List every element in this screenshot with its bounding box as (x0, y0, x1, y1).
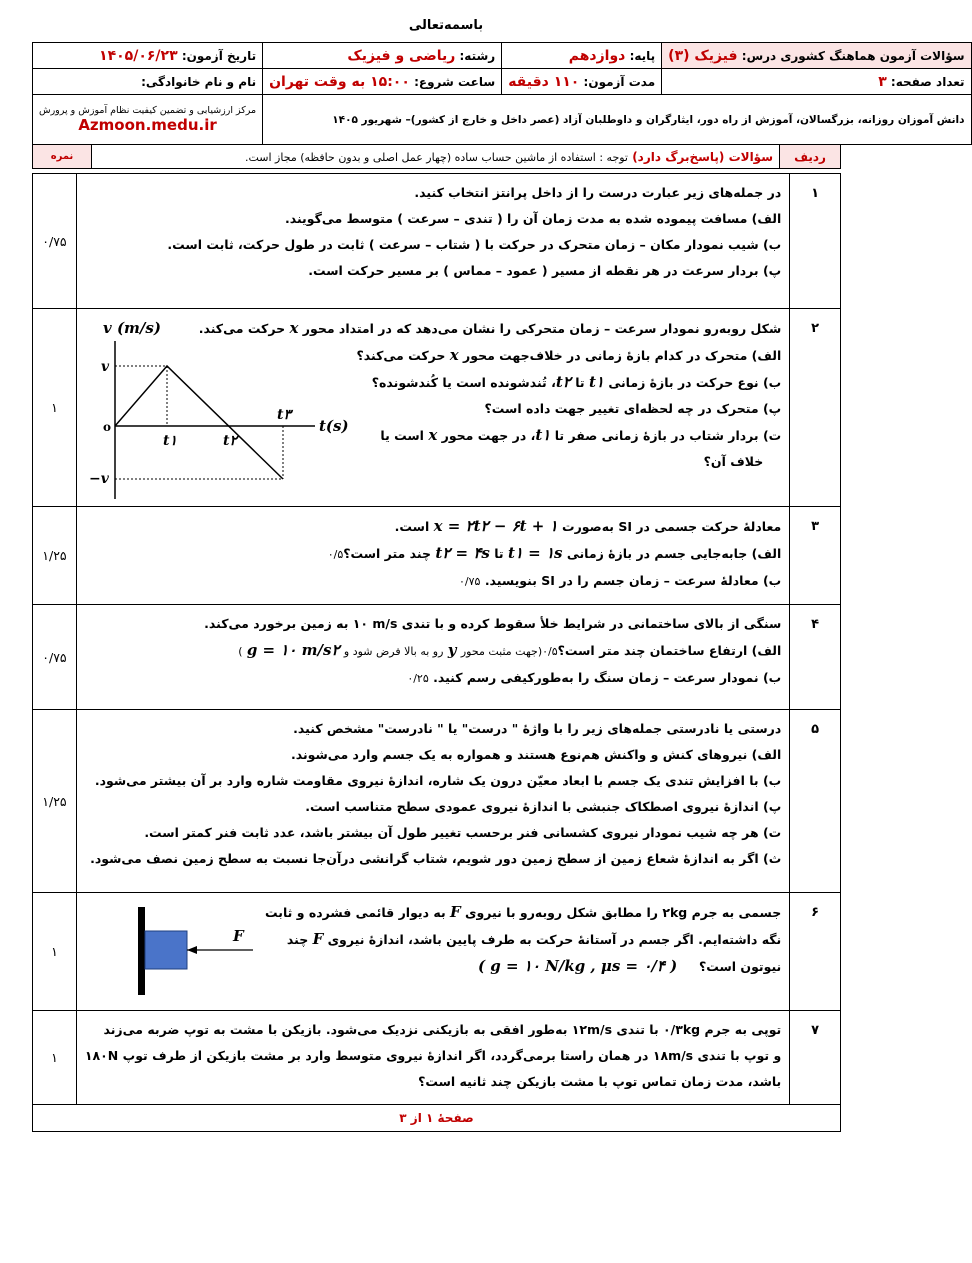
math-t1: t۱ (588, 373, 604, 391)
question-body (76, 507, 789, 605)
graph-velocity-line (115, 366, 283, 479)
text-span: با تندی (616, 1022, 659, 1037)
text-span: چند متر است؟ (343, 546, 431, 561)
text-span: در همان راستا برمی‌گردد، اگر اندازهٔ نیروی متوسط وارد بر مشت بازیکن از طرف توپ (122, 1048, 649, 1063)
graph-ylabel: v (m/s) (102, 319, 161, 337)
grade-value: دوازدهم (568, 47, 626, 64)
force-vector: F (450, 903, 461, 921)
text-span: را مطابق شکل روبه‌رو با نیروی (465, 905, 658, 920)
question-row (33, 1011, 841, 1105)
students-cell (263, 95, 971, 145)
subject-value: فیزیک (۳) (668, 47, 738, 64)
questions-table (32, 173, 841, 1132)
start-label: ساعت شروع: (414, 74, 496, 89)
math-t2-eq: t۲ = ۴s (435, 544, 490, 562)
question-score: ۱/۲۵ (33, 507, 77, 605)
gravity-value: g = ۱۰ m/s۲ (246, 641, 340, 659)
question-line (321, 422, 781, 449)
text-span: توپی به جرم (704, 1022, 782, 1037)
graph-t2-label: t۲ (222, 433, 237, 449)
text-span: ب) نوع حرکت در بازهٔ زمانی (608, 375, 782, 390)
text-span: ) (238, 645, 243, 658)
mass-value: ۲kg (662, 905, 688, 920)
sub-score: ۰/۷۵ (459, 575, 481, 588)
name-cell (33, 69, 263, 95)
question-line (85, 513, 781, 540)
duration-label: مدت آزمون: (583, 74, 656, 89)
question-line: ت) هر چه شیب نمودار نیروی کشسانی فنر برحسب تغییر طول آن بیشتر باشد، عدد ثابت فنر کمتر است. (144, 825, 782, 840)
question-row (33, 507, 841, 605)
question-line: الف) نیروهای کنش و واکنش هم‌نوع هستند و همواره به یک جسم وارد می‌شوند. (291, 747, 782, 762)
grade-cell (502, 43, 662, 69)
field-cell (263, 43, 502, 69)
text-span: حرکت می‌کند. (198, 321, 286, 336)
si-unit: SI (618, 519, 632, 534)
col-questions-header (92, 145, 780, 169)
duration-cell (502, 69, 662, 95)
question-number: ۲ (790, 309, 841, 507)
force-vector: F (312, 930, 324, 948)
question-number: ۴ (790, 605, 841, 710)
text-span: ، تُندشونده است یا کُندشونده؟ (371, 375, 556, 390)
question-row (33, 174, 841, 309)
graph-xlabel: t(s) (318, 417, 349, 435)
question-score: ۱ (33, 1011, 77, 1105)
speed-value: ۱۸m/s (652, 1048, 694, 1063)
question-row (33, 605, 841, 710)
question-body (76, 605, 789, 710)
question-line: خلاف آن؟ (703, 454, 764, 469)
text-span: تا (575, 375, 585, 390)
website-text: Azmoon.medu.ir (78, 116, 217, 134)
text-span: ت) بردار شتاب در بازهٔ زمانی صفر تا (554, 428, 782, 443)
question-line: الف) مسافت پیموده شده به مدت زمان آن را ( تندی – سرعت ) متوسط می‌گویند. (284, 211, 782, 226)
grade-label: پایه: (629, 48, 656, 63)
text-span: ، در جهت محور (441, 428, 536, 443)
wall (138, 907, 145, 995)
text-span: بنویسید. (484, 573, 537, 588)
text-span: به دیوار قائمی فشرده و ثابت (265, 905, 446, 920)
note-text: توجه : استفاده از ماشین حساب ساده (چهار عمل اصلی و بدون حافظه) مجاز است. (244, 150, 628, 164)
text-span: نگه داشته‌ایم. اگر جسم در آستانهٔ حرکت به طرف پایین باشد، اندازهٔ نیروی (327, 932, 782, 947)
text-span: چند (286, 932, 309, 947)
sub-score: ۰/۵ (327, 548, 344, 561)
question-score: ۱ (33, 309, 77, 507)
question-body (76, 1011, 789, 1105)
date-cell (33, 43, 263, 69)
exam-header (32, 42, 972, 145)
text-span: به‌صورت (562, 519, 614, 534)
force-value: ۱۸۰N (84, 1048, 119, 1063)
question-line (85, 611, 781, 637)
question-line: باشد، مدت زمان تماس توپ با مشت بازیکن چند ثانیه است؟ (418, 1074, 782, 1089)
mass-value: ۰/۳kg (663, 1022, 701, 1037)
text-span: شکل روبه‌رو نمودار سرعت – زمان متحرکی را نشان می‌دهد که در امتداد محور (302, 321, 782, 336)
subject-cell (662, 43, 971, 69)
text-span: ب) نمودار سرعت – زمان سنگ را به‌طورکیفی رسم کنید. (433, 670, 782, 685)
question-score: ۰/۷۵ (33, 605, 77, 710)
graph-t1-label: t۱ (162, 433, 177, 449)
text-span: الف) جابه‌جایی جسم در بازهٔ زمانی (566, 546, 782, 561)
graph-origin: o (102, 420, 111, 434)
pages-value: ۳ (878, 73, 887, 90)
math-t2: t۲ (555, 373, 571, 391)
graph-minus-v-label: −v (88, 471, 109, 487)
speed-value: ۱۲m/s (571, 1022, 613, 1037)
question-line (251, 953, 781, 980)
si-unit: SI (541, 573, 555, 588)
pages-cell (662, 69, 971, 95)
text-span: (جهت مثبت محور (460, 645, 543, 658)
question-line (85, 1017, 781, 1043)
force-arrow-head (187, 946, 197, 954)
graph-v-label: v (100, 359, 110, 375)
col-row-header: ردیف (780, 145, 841, 169)
math-t1: t۱ (535, 426, 551, 444)
exam-title-label: سؤالات آزمون هماهنگ کشوری درس: (741, 48, 965, 63)
question-score: ۰/۷۵ (33, 174, 77, 309)
question-line: ب) شیب نمودار مکان – زمان متحرک در حرکت با ( شتاب – سرعت ) ثابت در طول حرکت، ثابت است. (167, 237, 782, 252)
date-value: ۱۴۰۵/۰۶/۲۳ (99, 47, 178, 64)
question-body (76, 893, 789, 1011)
question-line (321, 369, 781, 396)
sub-score: ۰/۲۵ (407, 672, 429, 685)
wall-block-figure (83, 895, 263, 1007)
motion-equation: x = ۲t۲ − ۶t + ۱ (433, 517, 558, 535)
question-line: پ) بردار سرعت در هر نقطه از مسیر ( عمود – مماس ) بر مسیر حرکت است. (308, 263, 782, 278)
field-label: رشته: (459, 48, 496, 63)
question-number: ۵ (790, 710, 841, 893)
text-span: جسمی به جرم (691, 905, 782, 920)
date-label: تاریخ آزمون: (181, 48, 257, 63)
question-row (33, 893, 841, 1011)
field-value: ریاضی و فیزیک (347, 47, 456, 64)
text-span: سنگی از بالای ساختمانی در شرایط خلأ سقوط کرده و با تندی (401, 616, 782, 631)
text-span: معادلهٔ حرکت جسمی در (636, 519, 782, 534)
text-span: است. (394, 519, 430, 534)
question-line (251, 899, 781, 926)
sub-score: ۰/۵ (542, 645, 558, 658)
question-line (85, 568, 781, 595)
footer-row (33, 1105, 841, 1132)
given-values: ( g = ۱۰ N/kg , μs = ۰/۴ ) (477, 957, 678, 975)
question-line: پ) متحرک در چه لحظه‌ای تغییر جهت داده است؟ (484, 401, 782, 416)
question-line (85, 1043, 781, 1069)
question-line (85, 637, 781, 665)
students-bold-text: (عصر داخل و خارج از کشور)– شهریور ۱۴۰۵ (332, 113, 560, 126)
question-line: ث) اگر به اندازهٔ شعاع زمین از سطح زمین دور شویم، شتاب گرانشی در‌آن‌جا نسبت به سطح زمین نصف می‌شود. (90, 851, 782, 866)
text-span: حرکت می‌کند؟ (356, 348, 446, 363)
students-text: دانش آموزان روزانه، بزرگسالان، آموزش از راه دور، ایثارگران و داوطلبان آزاد (563, 113, 965, 126)
col-questions-label: سؤالات (پاسخ‌برگ دارد) (632, 149, 773, 164)
name-label: نام و نام خانوادگی: (141, 74, 257, 89)
text-span: به‌طور افقی به بازیکنی نزدیک می‌شود. بازیکن با مشت به توپ ضربه می‌زند (103, 1022, 568, 1037)
math-t1-eq: t۱ = ۱s (507, 544, 563, 562)
question-line (321, 342, 781, 369)
math-x: x (289, 319, 299, 337)
figure-force-label: F (232, 927, 244, 945)
pages-label: تعداد صفحه: (890, 74, 965, 89)
column-header (32, 144, 841, 169)
text-span: نیوتون است؟ (699, 959, 782, 974)
block (145, 931, 187, 969)
speed-value: ۱۰ m/s (352, 616, 398, 631)
question-number: ۳ (790, 507, 841, 605)
graph-t3-label: t۳ (276, 407, 291, 423)
math-x: x (428, 426, 438, 444)
text-span: رو به بالا فرض شود و (343, 645, 444, 658)
center-cell (33, 95, 263, 145)
question-line: در جمله‌های زیر عبارت درست را از داخل پرانتز انتخاب کنید. (414, 185, 782, 200)
question-line: درستی یا نادرستی جمله‌های زیر را با واژهٔ " درست" یا " نادرست" مشخص کنید. (293, 721, 782, 736)
question-body (76, 710, 789, 893)
question-body (76, 309, 789, 507)
text-span: و توپ با تندی (697, 1048, 782, 1063)
duration-value: ۱۱۰ دقیقه (508, 73, 580, 90)
math-x: x (449, 346, 459, 364)
question-line (85, 665, 781, 692)
start-value: ۱۵:۰۰ به وقت تهران (269, 73, 410, 90)
text-span: الف) ارتفاع ساختمان چند متر است؟ (557, 643, 782, 658)
question-number: ۷ (790, 1011, 841, 1105)
start-cell (263, 69, 502, 95)
text-span: تا (494, 546, 504, 561)
question-line (198, 315, 782, 342)
question-line: پ) اندازهٔ نیروی اصطکاک جنبشی با اندازهٔ نیروی عمودی سطح متناسب است. (305, 799, 782, 814)
question-number: ۶ (790, 893, 841, 1011)
col-score-header: نمره (33, 145, 92, 169)
question-line (85, 540, 781, 568)
question-line (251, 926, 781, 953)
text-span: به زمین برخورد می‌کند. (204, 616, 349, 631)
math-y: y (447, 641, 457, 659)
velocity-time-graph (83, 311, 349, 503)
text-span: الف) متحرک در کدام بازهٔ زمانی در خلاف‌جهت محور (463, 348, 782, 363)
text-span: است یا (380, 428, 424, 443)
question-row (33, 309, 841, 507)
question-row (33, 710, 841, 893)
question-line: ب) با افزایش تندی یک جسم با ابعاد معیّن درون یک شاره، اندازهٔ نیروی مقاومت شاره وارد بر آن بیشتر می‌شود. (94, 773, 782, 788)
page-heading: باسمه‌تعالی (408, 18, 484, 33)
question-body (76, 174, 789, 309)
question-number: ۱ (790, 174, 841, 309)
text-span: ب) معادلهٔ سرعت – زمان جسم را در (559, 573, 782, 588)
center-text: مرکز ارزشیابی و تضمین کیفیت نظام آموزش و پرورش (39, 105, 257, 116)
question-score: ۱/۲۵ (33, 710, 77, 893)
page-footer: صفحهٔ ۱ از ۳ (33, 1105, 841, 1132)
question-score: ۱ (33, 893, 77, 1011)
